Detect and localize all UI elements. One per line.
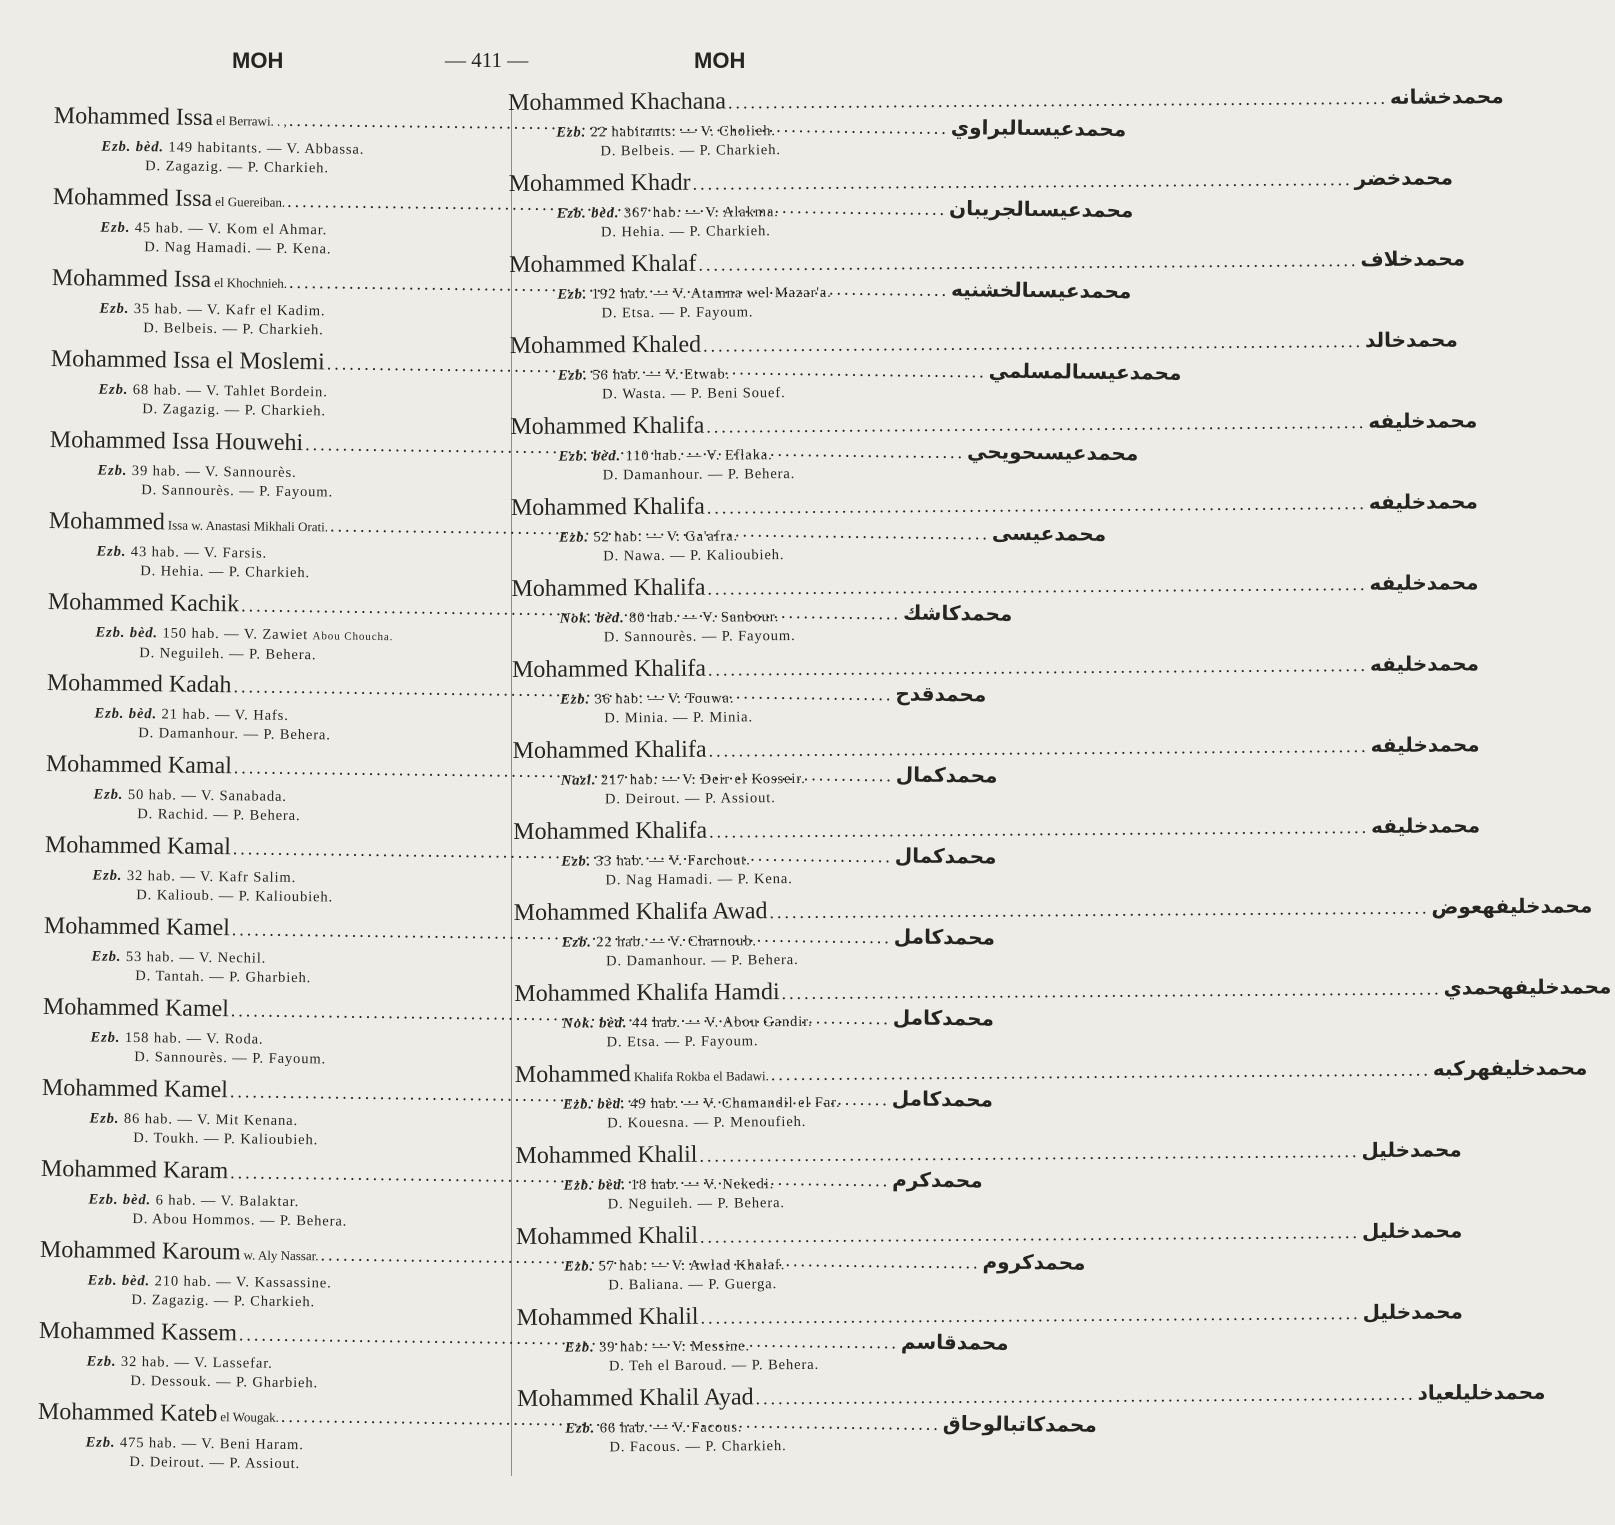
- entry-population-village: 6 hab. — V. Balaktar.: [155, 1192, 300, 1211]
- entry-arabic-name: محمدعيسىالمسلمي: [988, 358, 1182, 385]
- entry-arabic-name: محمدخليل: [1361, 1218, 1463, 1244]
- entry-type: Ezb.: [85, 1434, 116, 1451]
- directory-entry: [516, 1299, 1463, 1386]
- leader-dots: [697, 1141, 1359, 1167]
- entry-name-suffix: el Wougak.: [220, 1409, 280, 1425]
- entry-district-province: D. Deirout. — P. Assiout.: [129, 1454, 301, 1473]
- entry-district-province: D. Zagazig. — P. Charkieh.: [131, 1292, 316, 1311]
- directory-entry: [511, 651, 1480, 738]
- entry-population-village: 56 hab. — V. Etwab.: [592, 366, 731, 384]
- entry-type: Ezb.: [89, 1110, 120, 1127]
- entry-district-province: D. Nag Hamadi. — P. Kena.: [144, 239, 332, 258]
- entry-population-village: 21 hab. — V. Hafs.: [161, 706, 289, 724]
- entry-arabic-name: محمدخشانه: [1389, 84, 1504, 109]
- entry-name: Mohammed Khalil: [516, 1303, 699, 1331]
- entry-population-village: 18 hab. — V. Nekedi.: [630, 1176, 775, 1194]
- leader-dots: [698, 1222, 1360, 1248]
- directory-entry: [512, 732, 1480, 819]
- entry-type: Ezb. bèd.: [87, 1272, 151, 1290]
- entry-name: Mohammed Kamel: [43, 912, 231, 942]
- entry-district-province: D. Etsa. — P. Fayoum.: [601, 304, 754, 322]
- leader-dots: [726, 88, 1388, 114]
- entry-heading: [516, 1299, 1463, 1339]
- entry-heading: [510, 408, 1478, 448]
- entry-heading: [510, 489, 1478, 529]
- entry-name: Mohammed Khalifa Awad: [513, 898, 768, 926]
- entry-population-village: 32 hab. — V. Kafr Salim.: [126, 867, 297, 887]
- entry-type: Ezb.: [559, 529, 589, 546]
- entry-name: Mohammed Khalil Ayad: [517, 1384, 754, 1412]
- entry-population-village: 45 hab. — V. Kom el Ahmar.: [134, 219, 328, 239]
- leader-dots: [705, 493, 1367, 519]
- entry-arabic-name: محمدعيسىالبراوي: [950, 114, 1127, 142]
- entry-district-province: D. Nag Hamadi. — P. Kena.: [605, 871, 793, 889]
- entry-arabic-name: محمدخلاف: [1360, 246, 1466, 272]
- entry-type: Ezb.: [97, 462, 128, 479]
- entry-population-village: 110 hab. — V. Eflaka.: [625, 447, 773, 465]
- entry-arabic-name: محمدخليفهعوض: [1431, 893, 1593, 919]
- entry-type: Ezb.: [91, 948, 122, 965]
- entry-name: Mohammed Kadah: [46, 669, 232, 699]
- entry-population-village: 33 hab. — V. Farchout.: [595, 852, 751, 870]
- entry-type: Ezb.: [98, 381, 129, 398]
- entry-district-province: D. Tantah. — P. Gharbieh.: [135, 968, 312, 987]
- entry-type: Ezb. bèd.: [558, 448, 622, 465]
- entry-name: Mohammed Issa: [52, 183, 213, 212]
- entry-type: Ezb. bèd.: [95, 624, 159, 642]
- entry-name: Mohammed Khalifa: [510, 493, 705, 521]
- entry-district-province: D. Teh el Baroud. — P. Behera.: [608, 1356, 820, 1375]
- entry-heading: [508, 165, 1454, 205]
- entry-arabic-name: محمدعيسىالجريبان: [948, 195, 1134, 223]
- entry-arabic-name: محمدكمال: [894, 843, 997, 869]
- leader-dots: [707, 817, 1369, 843]
- entry-type: Ezb.: [100, 219, 131, 236]
- entry-type: Ezb. bèd.: [88, 1191, 152, 1209]
- entry-arabic-name: محمدعيسىحويحي: [966, 439, 1139, 466]
- entry-district-province: D. Neguileh. — P. Behera.: [139, 645, 317, 664]
- entry-type: Ezb.: [96, 543, 127, 560]
- entry-type: Nok. bèd.: [562, 1015, 628, 1032]
- entry-arabic-name: محمدخليفه: [1369, 570, 1479, 595]
- entry-population-village: 44 hab. — V. Abou Gandir.: [631, 1013, 813, 1032]
- entry-district-province: D. Damanhour. — P. Behera.: [602, 466, 796, 484]
- leader-dots: [706, 655, 1368, 681]
- entry-name: Mohammed: [48, 507, 166, 536]
- entry-arabic-name: محمدخليفه: [1369, 651, 1480, 676]
- entry-district-province: D. Etsa. — P. Fayoum.: [606, 1033, 759, 1051]
- entry-name: Mohammed Kachik: [47, 588, 240, 618]
- entry-population-village: 39 hab. — V. Messine.: [599, 1338, 751, 1356]
- entry-name-suffix: Khalifa Rokba el Badawi.: [633, 1068, 769, 1085]
- leader-dots: [754, 1384, 1416, 1410]
- entry-type: Ezb.: [99, 300, 130, 317]
- entry-district-province: D. Kouesna. — P. Menoufieh.: [607, 1113, 807, 1132]
- entry-name-suffix: el Guereiban.: [215, 193, 286, 210]
- entry-type: Ezb.: [561, 934, 592, 951]
- leader-dots: [691, 169, 1353, 195]
- entry-population-village: 150 hab. — V. Zawiet: [162, 625, 309, 644]
- entry-type: Ezb. bèd.: [556, 205, 620, 222]
- entry-arabic-name: محمدعيسى: [991, 520, 1107, 546]
- entry-district-province: D. Sannourès. — P. Fayoum.: [603, 628, 796, 646]
- leader-dots: [705, 574, 1367, 600]
- entry-arabic-name: محمدخليل: [1361, 1137, 1462, 1163]
- entry-name: Mohammed Khalifa: [510, 412, 705, 440]
- entry-type: Ezb.: [557, 286, 588, 303]
- entry-name: Mohammed Kassem: [38, 1317, 238, 1347]
- entry-arabic-name: محمدكروم: [982, 1249, 1086, 1275]
- entry-arabic-name: محمدعيسىالخشنيه: [950, 276, 1132, 304]
- entry-population-village: 367 hab. — V. Alakma.: [623, 204, 779, 222]
- page-number: — 411 —: [445, 48, 529, 72]
- entry-district-province: D. Sannourès. — P. Fayoum.: [134, 1049, 327, 1068]
- entry-name: Mohammed Khalifa: [512, 736, 707, 764]
- entry-name-suffix: w. Aly Nassar.: [243, 1247, 319, 1264]
- entry-population-village: 22 habitants. — V. Cholieh.: [590, 123, 776, 141]
- entry-arabic-name: محمدخليفه: [1371, 813, 1481, 838]
- entry-population-village: 217 hab. — V. Deir el Kosseir.: [600, 770, 806, 789]
- entry-arabic-name: محمدخليفه: [1368, 489, 1478, 514]
- entry-district-province: D. Deirout. — P. Assiout.: [604, 790, 776, 808]
- running-head-left: MOH: [232, 48, 284, 73]
- entry-population-village: 158 hab. — V. Roda.: [124, 1029, 264, 1048]
- entry-arabic-name: محمدخضر: [1354, 165, 1454, 191]
- entry-arabic-name: محمدخليفهحمدي: [1443, 974, 1612, 1000]
- entry-district-province: D. Belbeis. — P. Charkieh.: [143, 320, 324, 339]
- entry-population-village: 36 hab. — V. Touwa.: [594, 690, 735, 708]
- entry-district-province: D. Baliana. — P. Guerga.: [608, 1276, 778, 1294]
- entry-name-suffix: el Khochnieh.: [214, 274, 288, 291]
- entry-population-village: 52 hab. — V. Ga'afra.: [593, 528, 739, 546]
- entry-type: Ezb. bèd.: [563, 1177, 627, 1194]
- entry-name: Mohammed Kamal: [45, 750, 233, 780]
- leader-dots: [769, 1060, 1431, 1086]
- entry-heading: [514, 1055, 1588, 1096]
- entry-type: Nok. bèd.: [559, 610, 625, 627]
- entry-name: Mohammed Issa: [51, 264, 212, 293]
- entry-heading: [513, 813, 1481, 853]
- entry-name: Mohammed Kamel: [41, 1074, 229, 1104]
- entry-type: Ezb.: [564, 1258, 595, 1275]
- entry-district-province: D. Toukh. — P. Kalioubieh.: [133, 1130, 319, 1149]
- entry-arabic-name: محمدكرم: [892, 1167, 983, 1193]
- entry-population-village: 149 habitants. — V. Abbassa.: [168, 139, 365, 158]
- entry-name: Mohammed Issa el Moslemi: [50, 345, 325, 376]
- entry-district-province: D. Hehia. — P. Charkieh.: [600, 223, 771, 241]
- entry-name: Mohammed Khalil: [515, 1141, 698, 1169]
- entry-arabic-name: محمدقاسم: [900, 1329, 1009, 1355]
- leader-dots: [767, 898, 1429, 924]
- leader-dots: [707, 736, 1369, 762]
- entry-district-province: D. Hehia. — P. Charkieh.: [140, 563, 311, 582]
- entry-heading: [511, 651, 1480, 691]
- entry-name: Mohammed Kamel: [42, 993, 230, 1023]
- directory-entry: [514, 974, 1612, 1062]
- entry-heading: [515, 1137, 1462, 1177]
- entry-district-province: D. Damanhour. — P. Behera.: [138, 725, 331, 744]
- entry-name: Mohammed Khadr: [508, 169, 691, 197]
- entry-arabic-name: محمدخليل: [1362, 1299, 1463, 1325]
- entry-arabic-name: محمدكامل: [891, 1086, 994, 1112]
- entry-name: Mohammed Khalifa: [511, 655, 707, 683]
- entry-arabic-name: محمدكامل: [893, 924, 996, 950]
- entry-district-province: D. Minia. — P. Minia.: [604, 709, 754, 727]
- entry-type: Ezb.: [564, 1339, 595, 1356]
- entry-name: Mohammed Khalifa: [513, 817, 708, 845]
- entry-name: Mohammed Khachana: [508, 88, 727, 116]
- entry-population-village: 80 hab. — V. Sanbour.: [629, 609, 780, 627]
- entry-name-suffix: el Berrawi. . ,: [216, 112, 287, 129]
- entry-name: Mohammed Karam: [40, 1155, 229, 1185]
- entry-village-suffix: Abou Choucha.: [312, 630, 394, 644]
- entry-arabic-name: محمدكاشك: [902, 600, 1013, 626]
- entry-population-village: 35 hab. — V. Kafr el Kadim.: [133, 300, 326, 320]
- entry-population-village: 68 hab. — V. Tahlet Bordein.: [132, 381, 328, 401]
- entry-heading: [513, 893, 1593, 934]
- entry-district-province: D. Zagazig. — P. Charkieh.: [142, 401, 327, 420]
- entry-name: Mohammed Khalaf: [509, 250, 697, 278]
- entry-district-province: D. Dessouk. — P. Gharbieh.: [130, 1373, 319, 1392]
- entry-name-suffix: Issa w. Anastasi Mikhali Orati.: [167, 517, 329, 535]
- entry-district-province: D. Abou Hommos. — P. Behera.: [132, 1211, 348, 1230]
- entry-name: Mohammed Karoum: [39, 1236, 241, 1266]
- entry-population-village: 43 hab. — V. Farsis.: [130, 543, 268, 562]
- leader-dots: [704, 412, 1366, 438]
- entry-arabic-name: محمدكمال: [895, 762, 998, 788]
- entry-population-village: 210 hab. — V. Kassassine.: [154, 1273, 332, 1292]
- entry-population-village: 50 hab. — V. Sanabada.: [127, 786, 287, 805]
- entry-arabic-name: محمدكامل: [892, 1005, 995, 1031]
- directory-entry: [513, 893, 1593, 981]
- entry-district-province: D. Nawa. — P. Kalioubieh.: [603, 547, 785, 565]
- leader-dots: [701, 331, 1363, 357]
- entry-heading: [509, 246, 1466, 286]
- leader-dots: [780, 979, 1442, 1005]
- entry-name: Mohammed Khalil: [515, 1222, 699, 1250]
- entry-type: Ezb.: [86, 1353, 117, 1370]
- entry-name: Mohammed Kamal: [44, 831, 232, 861]
- entry-name: Mohammed Khalifa Hamdi: [514, 979, 780, 1007]
- entry-district-province: D. Kalioub. — P. Kalioubieh.: [136, 887, 334, 906]
- entry-population-village: 32 hab. — V. Lassefar.: [120, 1353, 273, 1372]
- entry-name: Mohammed Khaled: [509, 331, 702, 359]
- leader-dots: [696, 250, 1358, 276]
- entry-district-province: D. Zagazig. — P. Charkieh.: [145, 158, 329, 177]
- entry-district-province: D. Sannourès. — P. Fayoum.: [141, 482, 334, 501]
- entry-arabic-name: محمدخليلعياد: [1417, 1379, 1546, 1405]
- entry-type: Ezb.: [561, 853, 592, 870]
- entry-heading: [509, 327, 1458, 367]
- entry-heading: [511, 570, 1479, 610]
- entry-arabic-name: محمدخالد: [1364, 327, 1458, 353]
- entry-name: Mohammed: [514, 1061, 631, 1088]
- entry-population-village: 192 hab. — V. Atamna wel Mazar'a.: [591, 284, 832, 303]
- entry-type: Ezb. bèd.: [94, 705, 158, 723]
- directory-entry: [514, 1055, 1588, 1143]
- entry-district-province: D. Damanhour. — P. Behera.: [606, 951, 799, 970]
- entry-type: Ezb. bèd.: [563, 1096, 626, 1113]
- entry-name: Mohammed Issa: [53, 103, 214, 131]
- entry-population-village: 66 hab. — V. Facous.: [599, 1419, 743, 1437]
- entry-district-province: D. Rachid. — P. Behera.: [137, 806, 301, 825]
- entry-district-province: D. Wasta. — P. Beni Souef.: [602, 385, 786, 403]
- entry-type: Ezb.: [556, 124, 587, 141]
- entry-population-village: 53 hab. — V. Nechil.: [125, 948, 267, 967]
- entry-population-village: 475 hab. — V. Beni Haram.: [119, 1434, 304, 1454]
- directory-entry: [513, 813, 1481, 900]
- directory-entry: [515, 1137, 1462, 1224]
- entry-type: Ezb.: [560, 691, 591, 708]
- entry-heading: [517, 1379, 1546, 1420]
- entry-population-village: 57 hab. — V. Awlad Khalaf.: [598, 1257, 786, 1275]
- entry-population-village: 86 hab. — V. Mit Kenana.: [123, 1110, 299, 1130]
- entry-district-province: D. Neguileh. — P. Behera.: [607, 1195, 785, 1213]
- entry-arabic-name: محمدقدح: [895, 681, 987, 707]
- entry-arabic-name: محمدخليفهركبه: [1432, 1055, 1588, 1081]
- entry-type: Ezb. bèd.: [101, 138, 165, 156]
- entry-type: Ezb.: [557, 367, 588, 384]
- entry-name: Mohammed Issa Houwehi: [49, 426, 304, 457]
- entry-arabic-name: محمدخليفه: [1370, 732, 1480, 757]
- entry-type: Ezb.: [565, 1420, 596, 1437]
- entry-district-province: D. Facous. — P. Charkieh.: [609, 1438, 787, 1456]
- entry-heading: [508, 84, 1504, 124]
- entry-type: Ezb.: [93, 786, 124, 803]
- entry-name: Mohammed Khalifa: [511, 574, 706, 602]
- entry-population-village: 39 hab. — V. Sannourès.: [131, 462, 297, 481]
- entry-population-village: 49 hab. — V. Chamandil el Far.: [630, 1094, 841, 1113]
- entry-district-province: D. Belbeis. — P. Charkieh.: [600, 142, 781, 160]
- entry-name: Mohammed Kateb: [37, 1398, 218, 1428]
- entry-type: Ezb.: [90, 1029, 121, 1046]
- entry-heading: [515, 1218, 1463, 1258]
- entry-population-village: 22 hab. — V. Charnoub.: [596, 933, 757, 951]
- entry-type: Ezb.: [92, 867, 123, 884]
- entry-type: Nazl.: [560, 772, 597, 789]
- entry-arabic-name: محمدخليفه: [1368, 408, 1478, 434]
- running-head-right: MOH: [694, 48, 746, 73]
- leader-dots: [698, 1303, 1360, 1329]
- entry-heading: [512, 732, 1480, 772]
- entry-arabic-name: محمدكاتبالوحاق: [942, 1410, 1097, 1437]
- entry-heading: [514, 974, 1612, 1015]
